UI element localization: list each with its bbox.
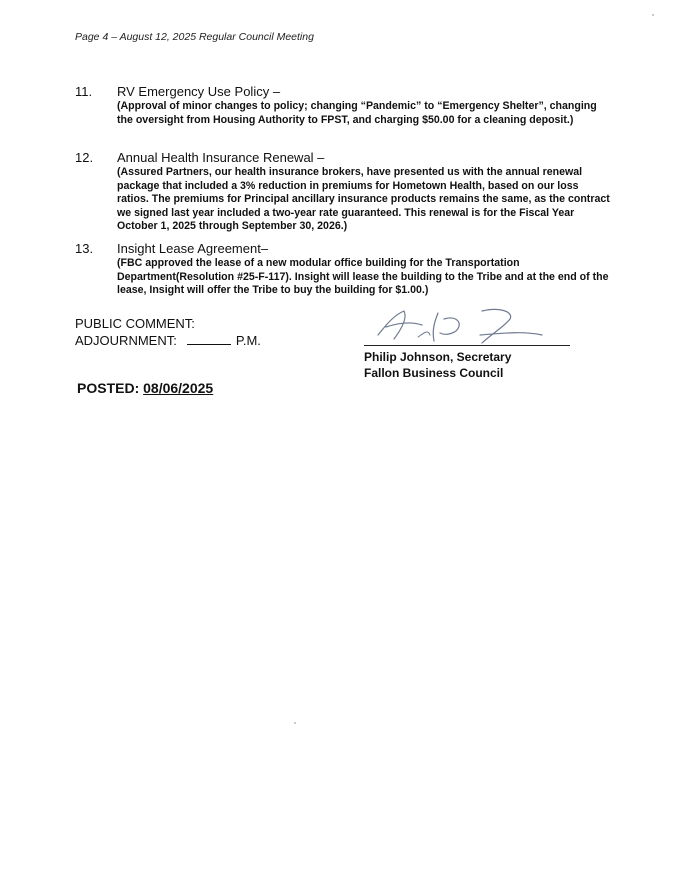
- adjournment-blank-line: [187, 334, 231, 345]
- agenda-item-number: 13.: [75, 241, 94, 256]
- handwritten-signature: [364, 305, 574, 347]
- adjournment-row: [75, 332, 261, 349]
- adjournment-label: ADJOURNMENT:: [75, 333, 177, 348]
- agenda-item-number: 11.: [75, 84, 93, 99]
- agenda-item-number: 12.: [75, 150, 94, 165]
- agenda-item-title: RV Emergency Use Policy –: [117, 84, 281, 99]
- closing-section: [75, 315, 261, 349]
- posted-date: 08/06/2025: [143, 380, 214, 396]
- posted-label: POSTED:: [77, 380, 140, 396]
- page-header: Page 4 – August 12, 2025 Regular Council Meeting: [75, 31, 314, 43]
- adjournment-suffix: P.M.: [235, 333, 261, 348]
- signatory-organization: Fallon Business Council: [364, 366, 504, 380]
- scan-speck: [294, 722, 296, 724]
- signatory-name-block: [364, 349, 511, 381]
- posted-line: [77, 380, 213, 396]
- agenda-item-description: (FBC approved the lease of a new modular office building for the Transportation Department(Resolution #25-F-117). Insight will lease the building to the Tribe and at the end of the lease, Insight will offer the Tribe to buy the building for $1.00.): [117, 257, 609, 296]
- scan-speck: [652, 14, 654, 16]
- signature-line: [364, 345, 570, 346]
- agenda-item-description: (Approval of minor changes to policy; changing “Pandemic” to “Emergency Shelter”, changing the oversight from Housing Authority to FPST, and charging $50.00 for a cleaning deposit.): [117, 100, 597, 126]
- agenda-item-description: (Assured Partners, our health insurance brokers, have presented us with the annual renewal package that included a 3% reduction in premiums for Hometown Health, based on our loss ratios. The premiums for Principal ancillary insurance products remains the same, as the contract we signed last year included a two-year rate guaranteed. This renewal is for the Fiscal Year October 1, 2025 through September 30, 2026.): [117, 166, 610, 232]
- agenda-item-title: Annual Health Insurance Renewal –: [117, 150, 325, 165]
- agenda-item-title: Insight Lease Agreement–: [117, 241, 269, 256]
- signatory-name: Philip Johnson, Secretary: [364, 350, 512, 364]
- public-comment-label: PUBLIC COMMENT:: [75, 316, 195, 331]
